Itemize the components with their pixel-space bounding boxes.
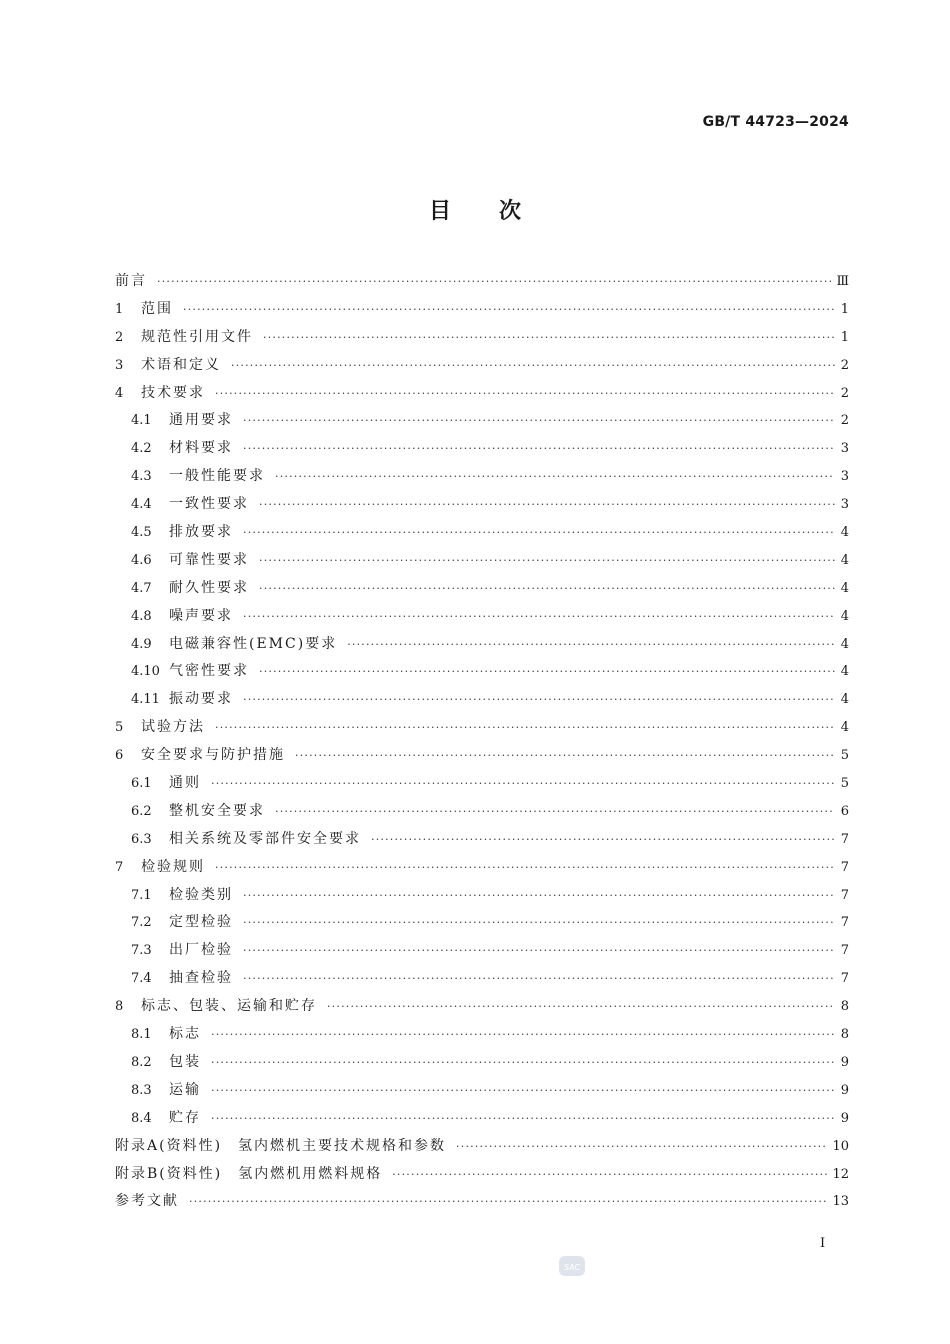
toc-entry-number: 6.2 bbox=[131, 803, 152, 819]
toc-entry-number: 3 bbox=[115, 357, 124, 373]
toc-dot-leader bbox=[259, 554, 835, 567]
toc-entry-label: 定型检验 bbox=[169, 914, 233, 931]
toc-entry-page: 8 bbox=[840, 999, 849, 1015]
toc-entry[interactable] bbox=[115, 1051, 849, 1079]
toc-entry-page: 7 bbox=[840, 887, 849, 903]
toc-entry-page: 10 bbox=[832, 1138, 849, 1154]
toc-entry-number: 1 bbox=[115, 301, 124, 317]
toc-entry-page: 7 bbox=[840, 915, 849, 931]
toc-entry-label: 电磁兼容性(EMC)要求 bbox=[169, 635, 338, 652]
toc-entry-page: 9 bbox=[840, 1054, 849, 1070]
toc-entry[interactable] bbox=[115, 660, 849, 688]
toc-entry-page: 4 bbox=[840, 636, 849, 652]
toc-entry-label: 前言 bbox=[115, 273, 147, 289]
toc-entry-page: 8 bbox=[840, 1027, 849, 1043]
toc-entry-label: 一致性要求 bbox=[169, 496, 249, 513]
toc-entry-number: 8 bbox=[115, 999, 124, 1015]
toc-entry-page: 9 bbox=[840, 1110, 849, 1126]
toc-entry-label: 一般性能要求 bbox=[169, 468, 265, 485]
toc-entry-number: 4.5 bbox=[131, 525, 152, 541]
toc-entry-number: 4.10 bbox=[131, 664, 160, 680]
toc-entry-number: 7.1 bbox=[131, 887, 152, 903]
toc-entry-number: 4.7 bbox=[131, 580, 152, 596]
toc-entry[interactable] bbox=[115, 995, 849, 1023]
toc-entry-label: 试验方法 bbox=[141, 719, 205, 736]
toc-entry-number: 4.6 bbox=[131, 552, 152, 568]
toc-entry[interactable] bbox=[115, 1190, 849, 1218]
toc-entry-label: 规范性引用文件 bbox=[141, 328, 253, 345]
toc-entry-page: 1 bbox=[840, 301, 849, 317]
standard-code: GB/T 44723—2024 bbox=[702, 114, 849, 130]
toc-entry-label: 材料要求 bbox=[169, 440, 233, 457]
toc-dot-leader bbox=[231, 359, 835, 372]
toc-entry-page: 3 bbox=[840, 469, 849, 485]
toc-entry-page: 4 bbox=[840, 720, 849, 736]
toc-entry-number: 8.1 bbox=[131, 1027, 152, 1043]
toc-entry-number: 4.2 bbox=[131, 441, 152, 457]
toc-entry[interactable] bbox=[115, 884, 849, 912]
toc-entry-number: 7 bbox=[115, 859, 124, 875]
toc-entry-number: 4 bbox=[115, 385, 124, 401]
toc-entry[interactable] bbox=[115, 772, 849, 800]
watermark-text: SAC bbox=[563, 1263, 581, 1272]
toc-entry-label: 附录B(资料性) 氢内燃机用燃料规格 bbox=[115, 1165, 383, 1182]
toc-entry[interactable] bbox=[115, 939, 849, 967]
toc-entry-page: 7 bbox=[840, 943, 849, 959]
toc-dot-leader bbox=[243, 944, 835, 957]
toc-entry-page: 12 bbox=[832, 1166, 849, 1182]
toc-entry-number: 8.4 bbox=[131, 1110, 152, 1126]
toc-entry-page: 7 bbox=[840, 971, 849, 987]
toc-dot-leader bbox=[189, 1195, 828, 1208]
toc-entry[interactable] bbox=[115, 493, 849, 521]
toc-entry-number: 7.3 bbox=[131, 943, 152, 959]
toc-entry-page: 4 bbox=[840, 664, 849, 680]
toc-entry[interactable] bbox=[115, 382, 849, 410]
toc-entry-number: 6 bbox=[115, 748, 124, 764]
toc-entry[interactable] bbox=[115, 298, 849, 326]
toc-entry-number: 8.2 bbox=[131, 1054, 152, 1070]
toc-entry[interactable] bbox=[115, 354, 849, 382]
toc-dot-leader bbox=[456, 1140, 828, 1153]
toc-entry[interactable] bbox=[115, 1023, 849, 1051]
toc-dot-leader bbox=[211, 1056, 835, 1069]
toc-dot-leader bbox=[243, 972, 835, 985]
toc-entry[interactable] bbox=[115, 633, 849, 661]
toc-entry[interactable] bbox=[115, 1079, 849, 1107]
toc-entry-number: 4.9 bbox=[131, 636, 152, 652]
toc-entry[interactable] bbox=[115, 1107, 849, 1135]
toc-dot-leader bbox=[275, 805, 835, 818]
toc-entry-number: 4.8 bbox=[131, 608, 152, 624]
toc-entry[interactable] bbox=[115, 828, 849, 856]
toc-dot-leader bbox=[211, 1028, 835, 1041]
toc-entry[interactable] bbox=[115, 549, 849, 577]
toc-entry-page: 13 bbox=[832, 1194, 849, 1210]
toc-entry-page: 5 bbox=[840, 776, 849, 792]
toc-entry-page: 7 bbox=[840, 859, 849, 875]
toc-entry-label: 排放要求 bbox=[169, 524, 233, 541]
toc-entry-page: 4 bbox=[840, 552, 849, 568]
sac-logo-watermark-icon bbox=[558, 1254, 586, 1278]
toc-entry[interactable] bbox=[115, 856, 849, 884]
toc-dot-leader bbox=[259, 665, 835, 678]
toc-entry[interactable] bbox=[115, 800, 849, 828]
toc-entry-page: 4 bbox=[840, 580, 849, 596]
toc-entry[interactable] bbox=[115, 521, 849, 549]
toc-entry[interactable] bbox=[115, 437, 849, 465]
toc-dot-leader bbox=[243, 610, 835, 623]
toc-entry[interactable] bbox=[115, 577, 849, 605]
toc-dot-leader bbox=[327, 1000, 835, 1013]
toc-entry[interactable] bbox=[115, 605, 849, 633]
toc-entry[interactable] bbox=[115, 409, 849, 437]
toc-entry-label: 贮存 bbox=[169, 1109, 201, 1126]
toc-dot-leader bbox=[243, 526, 835, 539]
toc-entry-label: 出厂检验 bbox=[169, 942, 233, 959]
toc-entry-label: 技术要求 bbox=[141, 384, 205, 401]
toc-entry-page: 5 bbox=[840, 748, 849, 764]
toc-dot-leader bbox=[371, 833, 835, 846]
toc-entry-number: 2 bbox=[115, 329, 124, 345]
toc-entry[interactable] bbox=[115, 744, 849, 772]
toc-dot-leader bbox=[211, 1084, 835, 1097]
toc-entry-label: 通用要求 bbox=[169, 412, 233, 429]
toc-dot-leader bbox=[243, 916, 835, 929]
table-of-contents bbox=[115, 270, 849, 1218]
toc-entry-page: 7 bbox=[840, 831, 849, 847]
toc-entry[interactable] bbox=[115, 911, 849, 939]
toc-entry-label: 包装 bbox=[169, 1053, 201, 1070]
toc-entry-label: 耐久性要求 bbox=[169, 579, 249, 596]
toc-entry[interactable] bbox=[115, 1135, 849, 1163]
toc-entry-label: 可靠性要求 bbox=[169, 551, 249, 568]
toc-dot-leader bbox=[243, 889, 835, 902]
toc-dot-leader bbox=[183, 303, 835, 316]
toc-dot-leader bbox=[211, 777, 835, 790]
page-number: I bbox=[820, 1236, 826, 1251]
toc-dot-leader bbox=[211, 1112, 835, 1125]
toc-entry-page: 3 bbox=[840, 497, 849, 513]
toc-entry[interactable] bbox=[115, 270, 849, 298]
toc-dot-leader bbox=[243, 442, 835, 455]
toc-entry[interactable] bbox=[115, 967, 849, 995]
toc-entry-number: 5 bbox=[115, 720, 124, 736]
toc-entry[interactable] bbox=[115, 1163, 849, 1191]
toc-entry-label: 检验规则 bbox=[141, 858, 205, 875]
toc-entry-label: 通则 bbox=[169, 775, 201, 792]
toc-entry[interactable] bbox=[115, 688, 849, 716]
toc-entry-label: 标志 bbox=[169, 1026, 201, 1043]
toc-entry-number: 4.4 bbox=[131, 497, 152, 513]
toc-entry-label: 整机安全要求 bbox=[169, 802, 265, 819]
toc-dot-leader bbox=[392, 1168, 828, 1181]
toc-entry-page: Ⅲ bbox=[836, 274, 849, 289]
toc-entry-page: 2 bbox=[840, 357, 849, 373]
toc-entry-number: 4.11 bbox=[131, 692, 160, 708]
toc-dot-leader bbox=[259, 498, 835, 511]
toc-entry-page: 4 bbox=[840, 525, 849, 541]
toc-entry-label: 标志、包装、运输和贮存 bbox=[141, 998, 317, 1015]
toc-dot-leader bbox=[243, 693, 835, 706]
toc-dot-leader bbox=[259, 582, 835, 595]
toc-entry-label: 抽查检验 bbox=[169, 970, 233, 987]
toc-dot-leader bbox=[243, 414, 835, 427]
toc-entry-label: 术语和定义 bbox=[141, 356, 221, 373]
toc-entry-number: 7.4 bbox=[131, 971, 152, 987]
toc-entry-page: 1 bbox=[840, 329, 849, 345]
toc-dot-leader bbox=[215, 387, 835, 400]
toc-entry-label: 参考文献 bbox=[115, 1193, 179, 1210]
toc-entry-number: 4.3 bbox=[131, 469, 152, 485]
toc-entry-page: 6 bbox=[840, 803, 849, 819]
toc-entry-label: 范围 bbox=[141, 300, 173, 317]
toc-dot-leader bbox=[347, 638, 835, 651]
toc-entry-label: 振动要求 bbox=[169, 691, 233, 708]
toc-entry-page: 2 bbox=[840, 385, 849, 401]
toc-entry-label: 附录A(资料性) 氢内燃机主要技术规格和参数 bbox=[115, 1137, 447, 1154]
toc-entry-page: 2 bbox=[840, 413, 849, 429]
toc-entry-page: 4 bbox=[840, 608, 849, 624]
toc-entry-number: 7.2 bbox=[131, 915, 152, 931]
toc-entry-number: 4.1 bbox=[131, 413, 152, 429]
toc-entry-page: 3 bbox=[840, 441, 849, 457]
toc-entry-label: 运输 bbox=[169, 1081, 201, 1098]
toc-entry-number: 8.3 bbox=[131, 1082, 152, 1098]
toc-entry[interactable] bbox=[115, 716, 849, 744]
toc-entry-number: 6.3 bbox=[131, 831, 152, 847]
toc-dot-leader bbox=[275, 470, 835, 483]
toc-entry-label: 噪声要求 bbox=[169, 607, 233, 624]
toc-entry-label: 气密性要求 bbox=[169, 663, 249, 680]
toc-entry-number: 6.1 bbox=[131, 776, 152, 792]
toc-dot-leader bbox=[263, 331, 835, 344]
toc-entry-label: 检验类别 bbox=[169, 886, 233, 903]
toc-dot-leader bbox=[157, 275, 832, 288]
toc-entry[interactable] bbox=[115, 465, 849, 493]
toc-entry-label: 相关系统及零部件安全要求 bbox=[169, 830, 361, 847]
toc-dot-leader bbox=[295, 749, 835, 762]
toc-entry[interactable] bbox=[115, 326, 849, 354]
toc-entry-page: 4 bbox=[840, 692, 849, 708]
toc-entry-page: 9 bbox=[840, 1082, 849, 1098]
toc-dot-leader bbox=[215, 721, 835, 734]
toc-dot-leader bbox=[215, 861, 835, 874]
page-title: 目次 bbox=[428, 198, 569, 224]
toc-entry-label: 安全要求与防护措施 bbox=[141, 747, 285, 764]
